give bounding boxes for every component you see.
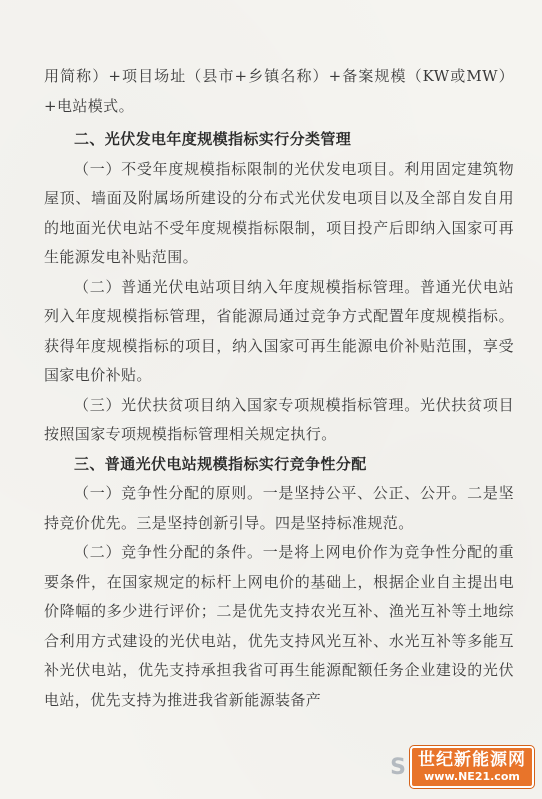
paragraph-continuation: 用简称）+项目场址（县市+乡镇名称）+备案规模（KW或MW）+电站模式。 [44, 67, 514, 115]
paragraph-2-3: （三）光伏扶贫项目纳入国家专项规模指标管理。光伏扶贫项目按照国家专项规模指标管理相关规定执行。 [44, 395, 514, 443]
section-heading-3: 三、普通光伏电站规模指标实行竞争性分配 [74, 454, 367, 473]
paragraph-2-2: （二）普通光伏电站项目纳入年度规模指标管理。普通光伏电站列入年度规模指标管理，省能源局通过竞争方式配置年度规模指标。获得年度规模指标的项目，纳入国家可再生能源电价补贴范围，享受国家电价补贴。 [44, 277, 514, 384]
paragraph-2-1: （一）不受年度规模指标限制的光伏发电项目。利用固定建筑物屋顶、墙面及附属场所建设的分布式光伏发电项目以及全部自发自用的地面光伏电站不受年度规模指标限制，项目投产后即纳入国家可再生能源发电补贴范围。 [44, 159, 514, 266]
watermark-url: www.NE21.com [424, 770, 520, 783]
document-body [44, 62, 514, 715]
paragraph-3-1: （一）竞争性分配的原则。一是坚持公平、公正、公开。二是坚持竞价优先。三是坚持创新引导。四是坚持标准规范。 [44, 484, 514, 532]
watermark-title: 世纪新能源网 [418, 750, 526, 770]
section-heading-2: 二、光伏发电年度规模指标实行分类管理 [74, 130, 352, 148]
watermark-prefix: S [390, 754, 406, 780]
paragraph-3-2: （二）竞争性分配的条件。一是将上网电价作为竞争性分配的重要条件，在国家规定的标杆上网电价的基础上，根据企业自主提出电价降幅的多少进行评价；二是优先支持农光互补、渔光互补等土地综合利用方式建设的光伏电站，优先支持风光互补、水光互补等多能互补光伏电站，优先支持承担我省可再生能源配额任务企业建设的光伏电站，优先支持为推进我省新能源装备产 [44, 543, 514, 709]
site-watermark [374, 743, 534, 791]
watermark-logo [410, 746, 534, 788]
